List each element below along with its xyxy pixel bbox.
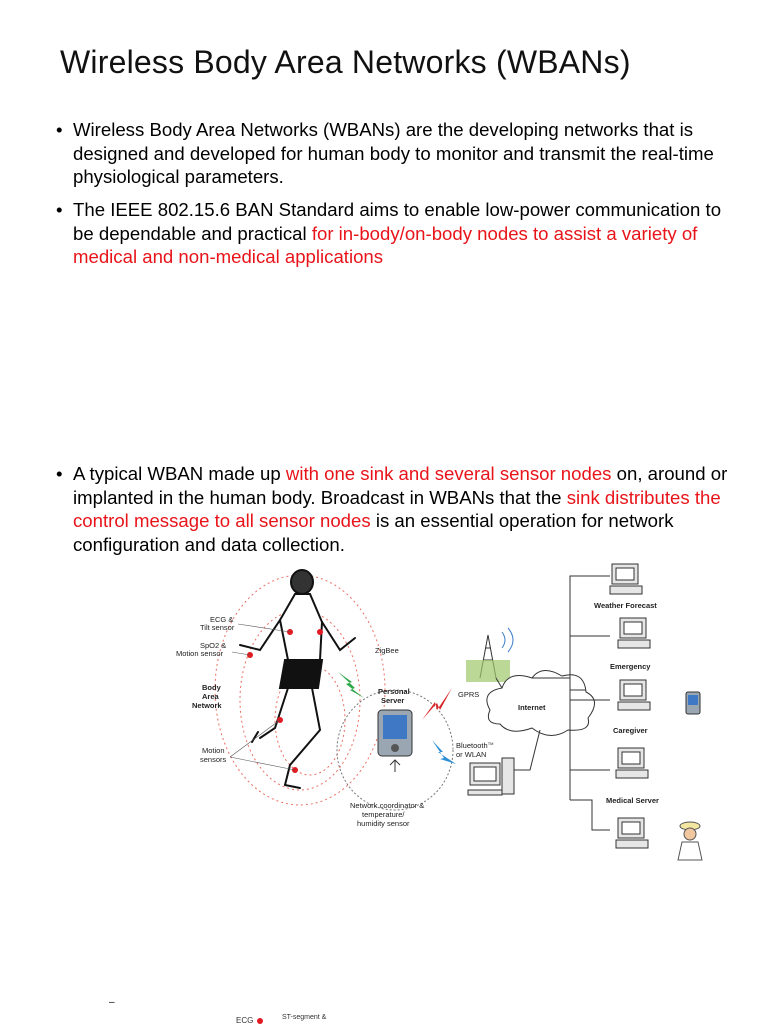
doctor-icon [678, 822, 702, 860]
bullet-3 [56, 462, 746, 556]
bullet-marker: • [56, 463, 63, 484]
medical-computer-icon [616, 748, 648, 778]
bullet-2 [56, 198, 746, 269]
bullet-marker: • [56, 119, 63, 140]
label-wlan: or WLAN [456, 750, 487, 759]
bullet-2-highlight: for in-body/on-body nodes to assist a variety of medical and non-medical applications [73, 222, 698, 267]
bullet-3-part-1: A typical WBAN made up [73, 463, 286, 484]
caregiver-pda-icon [686, 692, 700, 714]
label-coordinator: Network coordinator & [350, 801, 425, 810]
wban-diagram [140, 560, 720, 875]
label-motion-sensor: Motion sensor [176, 649, 224, 658]
weather-computer-icon [610, 564, 642, 594]
label-network: Network [192, 701, 222, 710]
zigbee-bolt [338, 672, 364, 698]
bullet-text-2 [56, 198, 746, 269]
bullet-3-highlight-2: sink distributes the control message to all sensor nodes [73, 486, 721, 531]
fragment-sensor-dot [257, 1018, 263, 1024]
label-temperature: temperature/ [362, 810, 405, 819]
label-zigbee: ZigBee [375, 646, 399, 655]
label-spo2: SpO2 & [200, 641, 227, 650]
fragment-st-segment: ST-segment & [282, 1014, 327, 1021]
label-tilt: Tilt sensor [200, 623, 235, 632]
label-weather: Weather Forecast [594, 601, 657, 610]
label-gprs: GPRS [458, 690, 480, 699]
slide-title: Wireless Body Area Networks (WBANs) [60, 44, 631, 80]
runner-figure [240, 570, 355, 788]
cut-off-figure-fragment [232, 1012, 352, 1024]
label-caregiver: Caregiver [613, 726, 648, 735]
gprs-bolt [422, 688, 452, 720]
bullet-marker: • [56, 199, 63, 220]
pda-icon [378, 710, 412, 756]
label-personal: Personal [378, 687, 410, 696]
label-emergency: Emergency [610, 662, 651, 671]
bullet-1 [56, 118, 746, 189]
label-motion: Motion [202, 746, 225, 755]
doctor-computer-icon [616, 818, 648, 848]
bullet-3-part-5: is an essential operation for network configuration and data collection. [73, 510, 674, 555]
fragment-ecg: ECG [236, 1016, 254, 1024]
bullet-text-1 [56, 118, 746, 189]
label-body: Body [202, 683, 221, 692]
label-server: Server [381, 696, 405, 705]
local-computer-icon [468, 758, 514, 795]
bullet-2-part-1: The IEEE 802.15.6 BAN Standard aims to enable low-power communication to be dependable and practical [73, 199, 722, 244]
label-internet: Internet [518, 703, 546, 712]
caregiver-computer-icon [618, 680, 650, 710]
label-medical: Medical Server [606, 796, 659, 805]
label-sensors: sensors [200, 755, 227, 764]
cell-tower-icon [466, 628, 513, 682]
bullet-3-part-3: on, around or implanted in the human body. Broadcast in WBANs that the [73, 463, 728, 508]
bullet-3-highlight-1: with one sink and several sensor nodes [285, 463, 612, 484]
label-ecg: ECG & [210, 615, 234, 624]
body-labels [176, 615, 295, 770]
label-bluetooth: Bluetooth™ [456, 741, 494, 750]
bluetooth-bolt [432, 740, 456, 764]
footer-mark: – [109, 997, 115, 1008]
label-humidity: humidity sensor [357, 819, 410, 828]
emergency-computer-icon [618, 618, 650, 648]
label-area: Area [202, 692, 219, 701]
bullet-1-part-1: Wireless Body Area Networks (WBANs) are the developing networks that is designed and developed for human body to monitor and transmit the real-time physiological parameters. [73, 119, 714, 187]
bullet-text-3 [56, 462, 746, 556]
